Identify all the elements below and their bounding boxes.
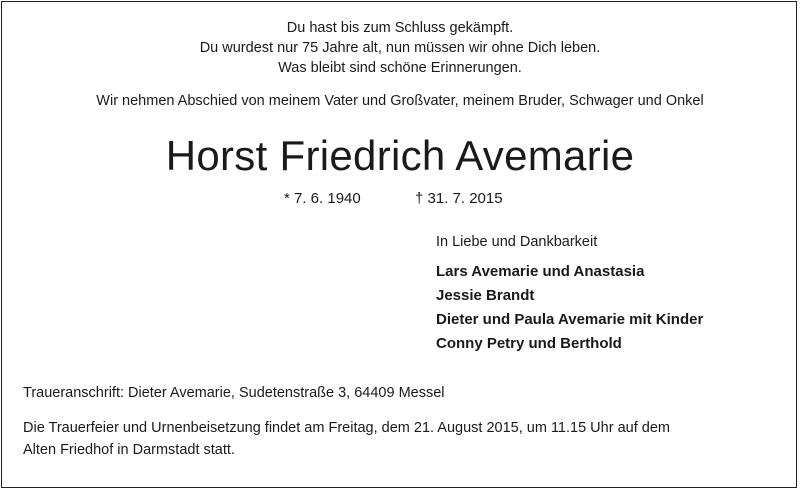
poem [0, 18, 800, 78]
birth-date: * 7. 6. 1940 [284, 190, 361, 207]
service-line: Alten Friedhof in Darmstadt statt. [23, 442, 235, 458]
poem-line: Du hast bis zum Schluss gekämpft. [286, 20, 514, 36]
poem-line: Du wurdest nur 75 Jahre alt, nun müssen wir ohne Dich leben. [199, 40, 601, 56]
mourner-name: Conny Petry und Berthold [436, 335, 622, 352]
mourners-intro: In Liebe und Dankbarkeit [436, 234, 598, 250]
mourners-list [436, 260, 703, 356]
death-date: † 31. 7. 2015 [415, 190, 503, 207]
deceased-name: Horst Friedrich Avemarie [165, 132, 635, 179]
poem-line: Was bleibt sind schöne Erinnerungen. [278, 60, 522, 76]
mourner-name: Jessie Brandt [436, 287, 535, 304]
farewell-line: Wir nehmen Abschied von meinem Vater und Großvater, meinem Bruder, Schwager und Onkel [96, 93, 704, 109]
mourner-name: Lars Avemarie und Anastasia [436, 263, 645, 280]
mourning-address: Traueranschrift: Dieter Avemarie, Sudetenstraße 3, 64409 Messel [23, 385, 445, 401]
mourner-name: Dieter und Paula Avemarie mit Kinder [436, 311, 704, 328]
service-info [23, 417, 783, 461]
service-line: Die Trauerfeier und Urnenbeisetzung findet am Freitag, dem 21. August 2015, um 11.15 Uhr auf dem [23, 420, 670, 436]
